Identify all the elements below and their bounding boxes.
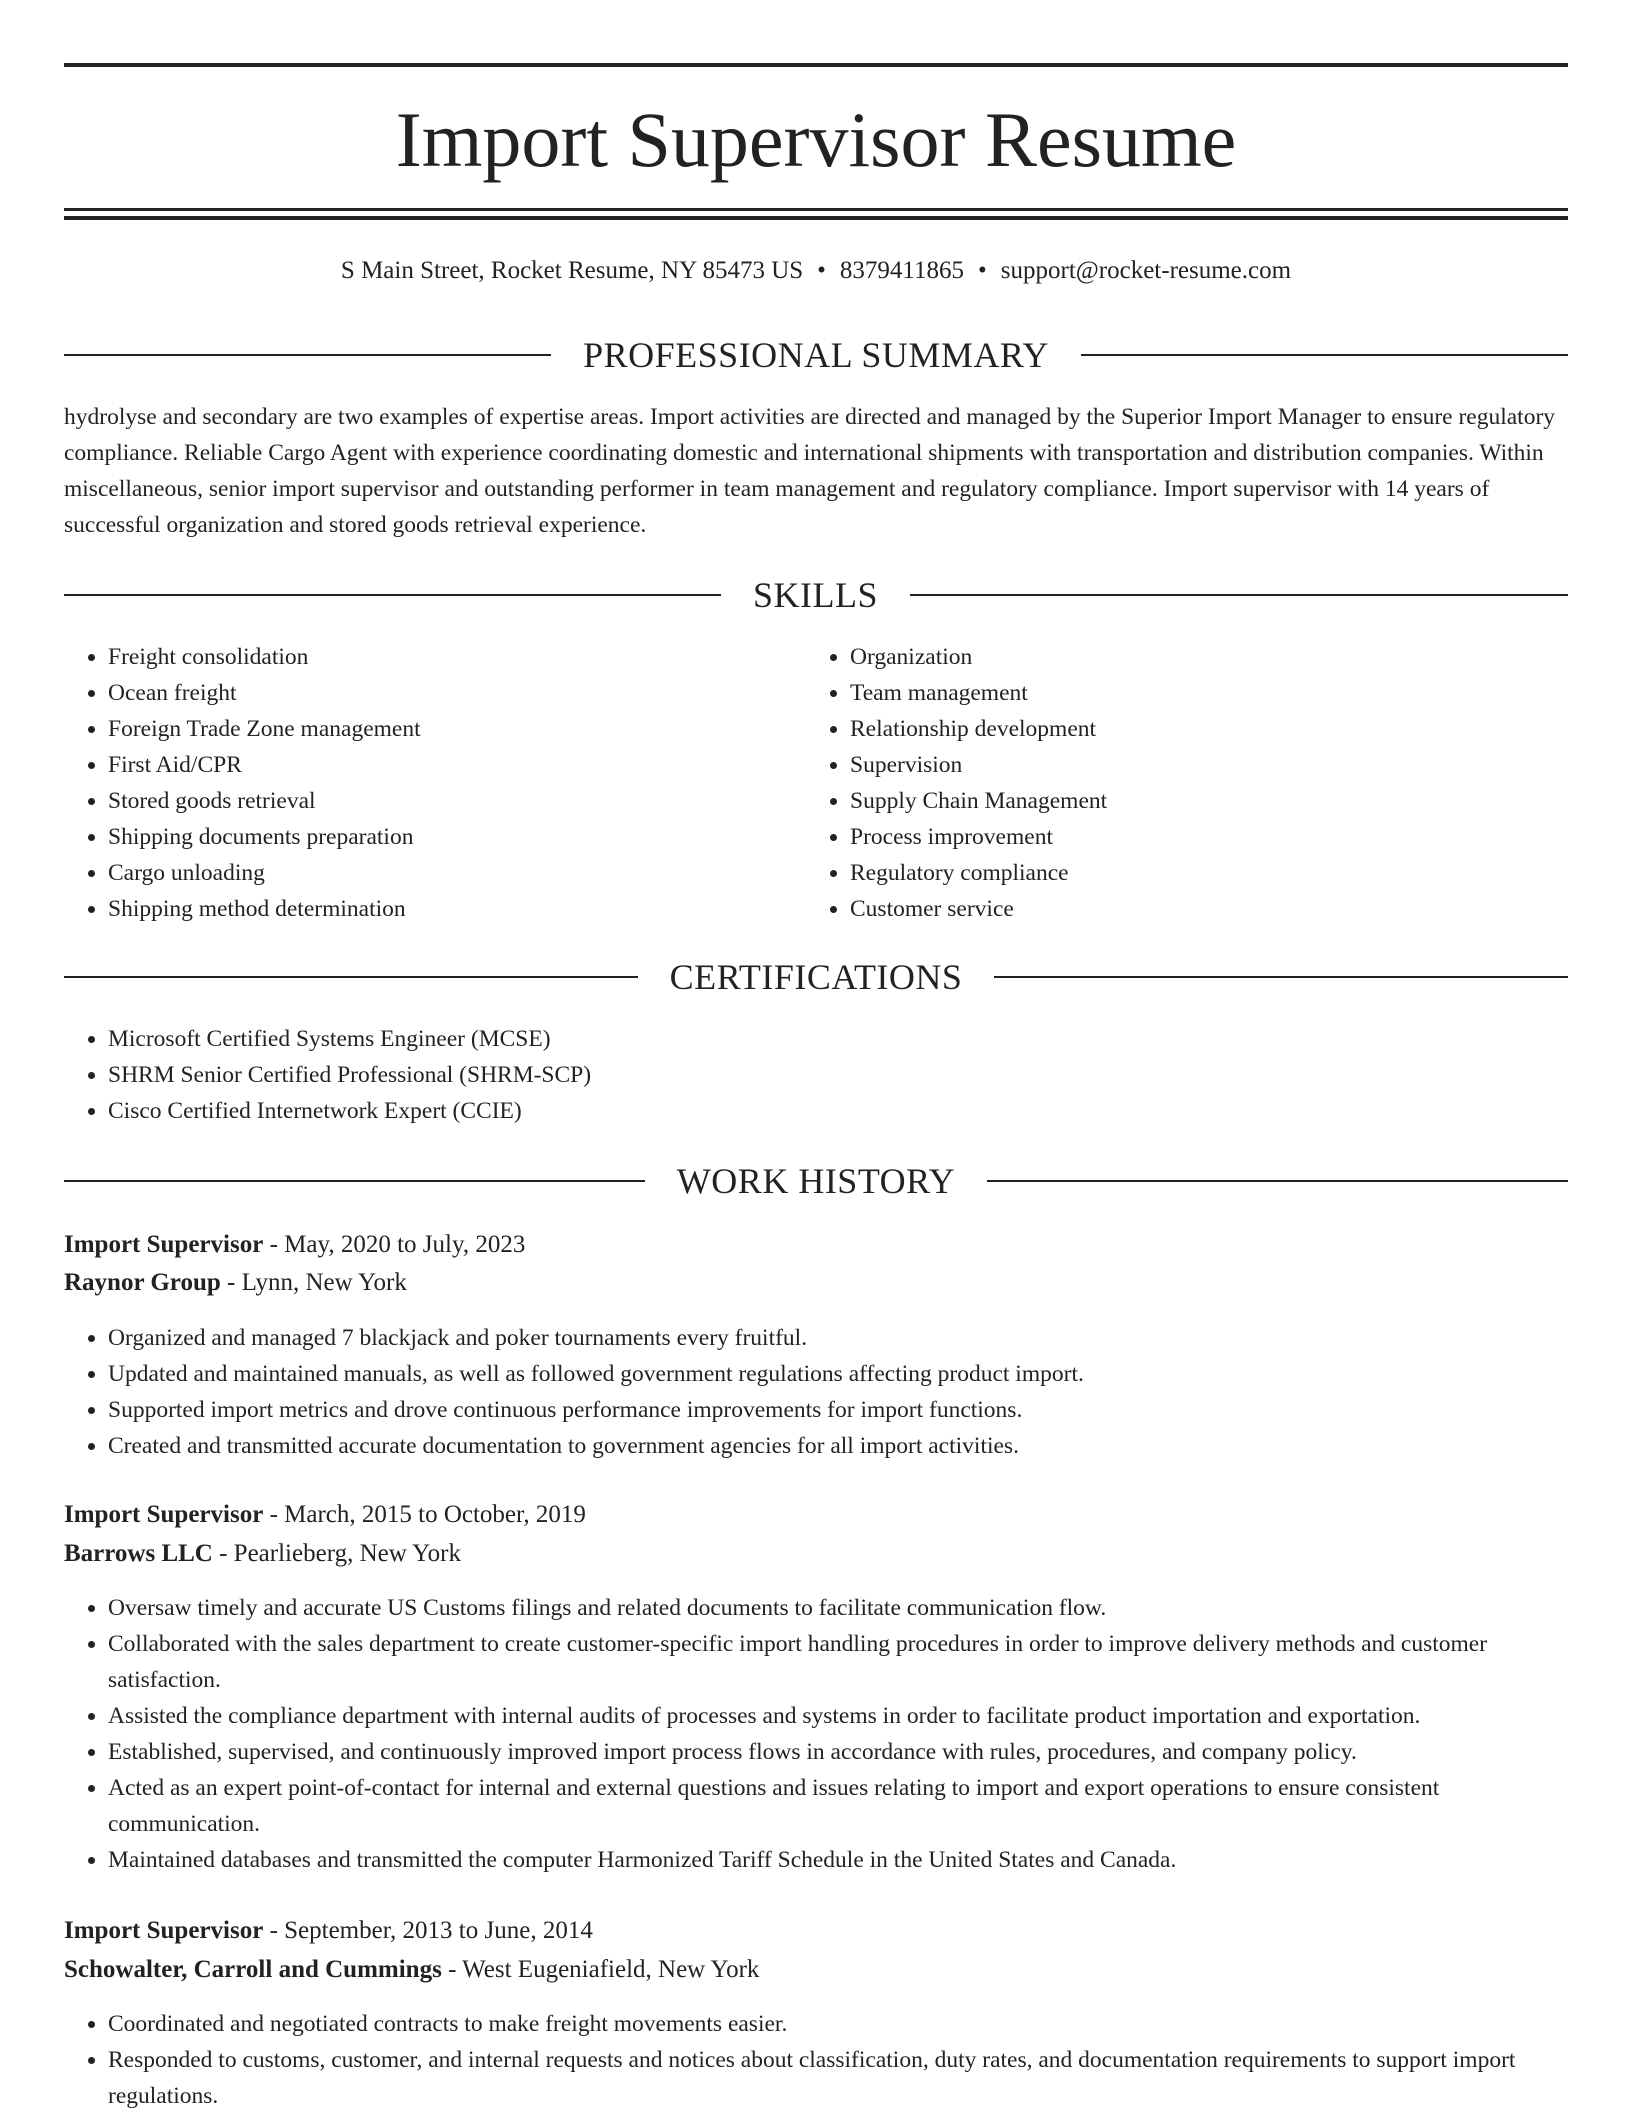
skill-item: • Relationship development xyxy=(850,711,1550,747)
heading-rule-left xyxy=(64,1180,645,1182)
skill-item: • Organization xyxy=(850,639,1550,675)
job-bullet: • Supported import metrics and drove continuous performance improvements for import functions. xyxy=(108,1392,1568,1428)
contact-address: S Main Street, Rocket Resume, NY 85473 US xyxy=(340,257,804,284)
skill-item: • Customer service xyxy=(850,891,1550,927)
heading-rule-left xyxy=(64,354,551,356)
job-dates: - March, 2015 to October, 2019 xyxy=(263,1501,586,1528)
skills-heading-label: SKILLS xyxy=(753,575,879,615)
job-company-line xyxy=(64,1264,1568,1302)
job-title: Import Supervisor xyxy=(64,1917,264,1944)
skill-item: • Foreign Trade Zone management xyxy=(108,711,808,747)
job-dates: - September, 2013 to June, 2014 xyxy=(263,1917,593,1944)
skills-heading xyxy=(64,573,1568,617)
skill-item: • Supply Chain Management xyxy=(850,783,1550,819)
job-dates: - May, 2020 to July, 2023 xyxy=(263,1231,526,1258)
contact-separator: • xyxy=(978,257,987,284)
job-company: Raynor Group xyxy=(64,1269,221,1296)
job-company-line xyxy=(64,1535,1568,1573)
job-bullets xyxy=(64,2006,1568,2114)
heading-rule-left xyxy=(64,594,721,596)
job-bullet: • Created and transmitted accurate documentation to government agencies for all import activities. xyxy=(108,1428,1568,1464)
job-title-line xyxy=(64,1496,1568,1534)
job-title: Import Supervisor xyxy=(64,1501,264,1528)
job-location: - West Eugeniafield, New York xyxy=(441,1956,760,1983)
job-bullet: • Responded to customs, customer, and internal requests and notices about classification, duty rates, and documentation requirements to support import regulations. xyxy=(108,2042,1568,2114)
certification-item: • Cisco Certified Internetwork Expert (CCIE) xyxy=(108,1093,1568,1129)
job-bullet: • Assisted the compliance department with internal audits of processes and systems in order to facilitate product importation and exportation. xyxy=(108,1698,1568,1734)
work-history-heading xyxy=(64,1159,1568,1203)
job-company: Barrows LLC xyxy=(64,1540,213,1567)
skill-item: • Stored goods retrieval xyxy=(108,783,808,819)
skill-item: • First Aid/CPR xyxy=(108,747,808,783)
job-bullet: • Collaborated with the sales department to create customer-specific import handling procedures in order to improve delivery methods and customer satisfaction. xyxy=(108,1626,1568,1698)
skill-item: • Process improvement xyxy=(850,819,1550,855)
job-bullet: • Coordinated and negotiated contracts to make freight movements easier. xyxy=(108,2006,1568,2042)
job-title: Import Supervisor xyxy=(64,1231,264,1258)
skill-item: • Freight consolidation xyxy=(108,639,808,675)
summary-text: hydrolyse and secondary are two examples of expertise areas. Import activities are directed and managed by the Superior Import Manager to ensure regulatory compliance. Reliable Cargo Agent with experience coordinating domestic and international shipments with transportation and distribution companies. Within miscellaneous, senior import supervisor and outstanding performer in team management and regulatory compliance. Import supervisor with 14 years of successful organization and stored goods retrieval experience. xyxy=(64,404,1556,538)
work-history-heading-label: WORK HISTORY xyxy=(676,1161,956,1201)
skill-item: • Supervision xyxy=(850,747,1550,783)
heading-rule-right xyxy=(987,1180,1568,1182)
job-company: Schowalter, Carroll and Cummings xyxy=(64,1956,442,1983)
job-title-line xyxy=(64,1226,1568,1264)
skill-item: • Team management xyxy=(850,675,1550,711)
job-title-line xyxy=(64,1912,1568,1950)
skill-item: • Regulatory compliance xyxy=(850,855,1550,891)
job-bullet: • Acted as an expert point-of-contact for internal and external questions and issues relating to import and export operations to ensure consistent communication. xyxy=(108,1770,1568,1842)
job-location: - Pearlieberg, New York xyxy=(212,1540,461,1567)
skill-item: • Shipping method determination xyxy=(108,891,808,927)
contact-line xyxy=(64,254,1568,288)
skill-item: • Cargo unloading xyxy=(108,855,808,891)
job-bullet: • Oversaw timely and accurate US Customs filings and related documents to facilitate communication flow. xyxy=(108,1590,1568,1626)
job-bullets xyxy=(64,1320,1568,1464)
job-location: - Lynn, New York xyxy=(220,1269,407,1296)
certifications-heading-label: CERTIFICATIONS xyxy=(669,957,963,997)
job-bullet: • Organized and managed 7 blackjack and poker tournaments every fruitful. xyxy=(108,1320,1568,1356)
certifications-list xyxy=(64,1021,1568,1129)
certification-item: • SHRM Senior Certified Professional (SHRM-SCP) xyxy=(108,1057,1568,1093)
resume-title: Import Supervisor Resume xyxy=(395,96,1237,183)
summary-heading xyxy=(64,333,1568,377)
heading-rule-left xyxy=(64,976,638,978)
skill-item: • Shipping documents preparation xyxy=(108,819,808,855)
heading-rule-right xyxy=(994,976,1568,978)
certifications-heading xyxy=(64,955,1568,999)
skills-list-left xyxy=(64,639,808,927)
contact-phone: 8379411865 xyxy=(839,257,964,284)
contact-separator: • xyxy=(817,257,826,284)
certification-item: • Microsoft Certified Systems Engineer (MCSE) xyxy=(108,1021,1568,1057)
heading-rule-right xyxy=(1081,354,1568,356)
title-rule-lower xyxy=(64,216,1568,220)
job-bullet: • Established, supervised, and continuously improved import process flows in accordance with rules, procedures, and company policy. xyxy=(108,1734,1568,1770)
title-rule-upper xyxy=(64,208,1568,211)
job-company-line xyxy=(64,1951,1568,1989)
top-rule xyxy=(64,63,1568,67)
heading-rule-right xyxy=(910,594,1568,596)
skill-item: • Ocean freight xyxy=(108,675,808,711)
contact-email: support@rocket-resume.com xyxy=(1000,257,1292,284)
skills-list-right xyxy=(806,639,1550,927)
job-bullets xyxy=(64,1590,1568,1878)
summary-heading-label: PROFESSIONAL SUMMARY xyxy=(583,335,1049,375)
job-bullet: • Updated and maintained manuals, as well as followed government regulations affecting product import. xyxy=(108,1356,1568,1392)
job-bullet: • Maintained databases and transmitted the computer Harmonized Tariff Schedule in the United States and Canada. xyxy=(108,1842,1568,1878)
